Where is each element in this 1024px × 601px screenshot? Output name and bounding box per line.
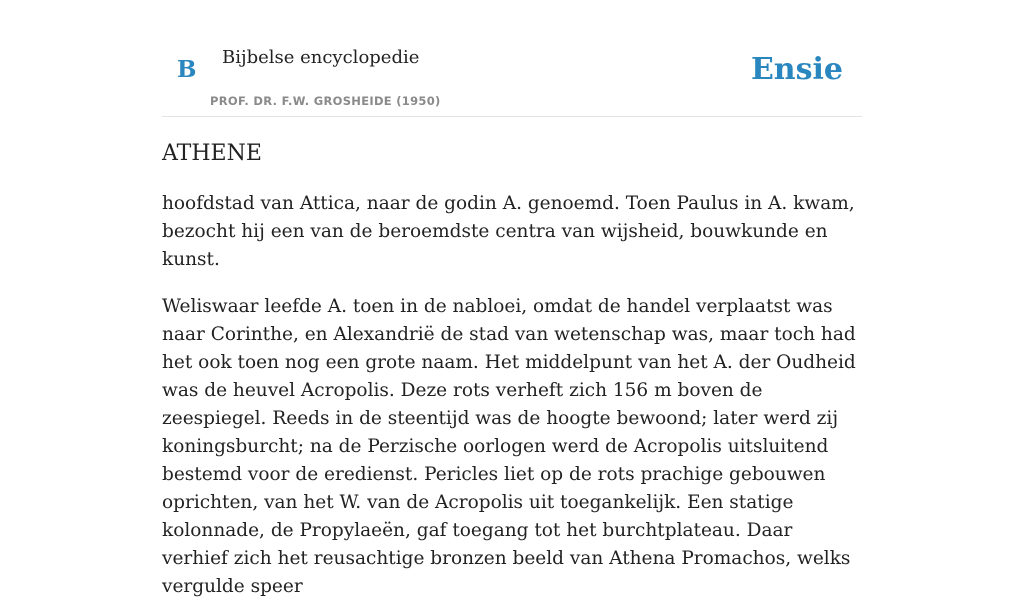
article-title: ATHENE	[162, 141, 262, 166]
article-paragraph: hoofdstad van Attica, naar de godin A. genoemd. Toen Paulus in A. kwam, bezocht hij een van de beroemdste centra van wijsheid, bouwkunde en kunst.	[162, 193, 855, 270]
ensie-logo[interactable]: Ensie	[750, 52, 843, 87]
page-header	[162, 0, 862, 117]
encyclopedia-author: PROF. DR. F.W. GROSHEIDE (1950)	[210, 94, 441, 108]
encyclopedia-logo[interactable]: B	[177, 56, 197, 83]
article	[162, 138, 862, 601]
article-paragraph: Weliswaar leefde A. toen in de nabloei, omdat de handel verplaatst was naar Corinthe, en Alexandrië de stad van wetenschap was, maar toch had het ook toen nog een grote naam. Het middelpunt van het A. der Oudheid was de heuvel Acropolis. Deze rots verheft zich 156 m boven de zeespiegel. Reeds in de steentijd was de hoogte bewoond; later werd zij koningsburcht; na de Perzische oorlogen werd de Acropolis uitsluitend bestemd voor de eredienst. Pericles liet op de rots prachige gebouwen oprichten, van het W. van de Acropolis uit toegankelijk. Een statige kolonnade, de Propylaeën, gaf toegang tot het burchtplateau. Daar verhief zich het reusachtige bronzen beeld van Athena Promachos, welks vergulde speer	[162, 296, 856, 597]
encyclopedia-title[interactable]: Bijbelse encyclopedie	[222, 47, 420, 68]
